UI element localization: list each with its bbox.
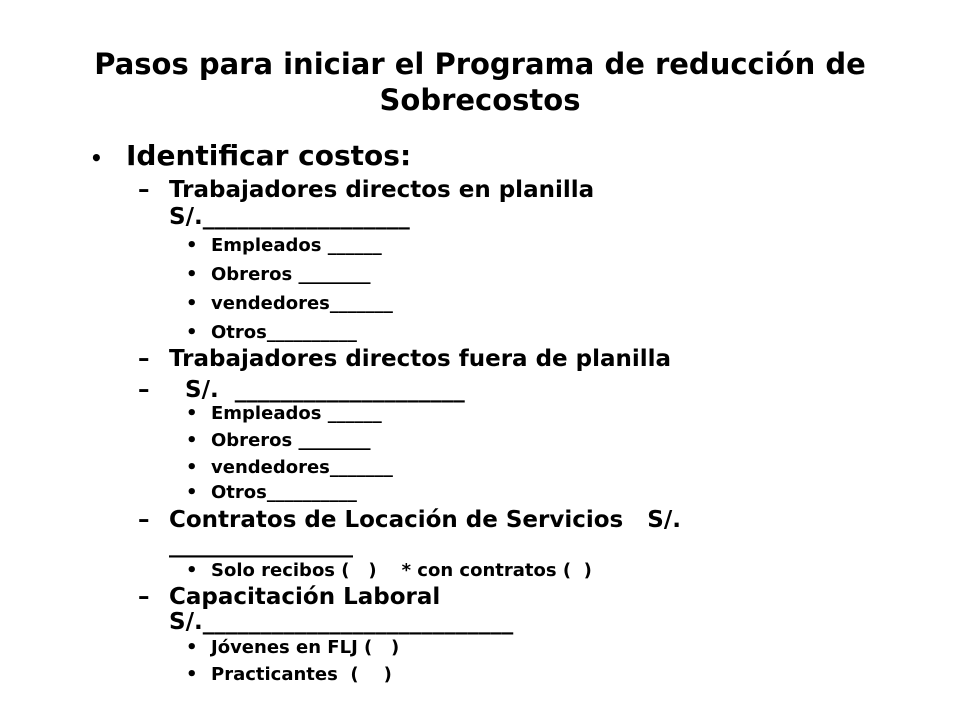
sub-item-text: Contratos de Locación de Servicios S/. [169, 507, 681, 533]
bullet-marker: • [186, 403, 198, 424]
amount-blank: S/.__________________ [169, 204, 410, 230]
bullet-marker: • [186, 560, 198, 581]
list-item-text: Obreros ________ [211, 264, 371, 285]
dash-marker: – [138, 177, 150, 203]
amount-blank: S/.___________________________ [169, 609, 514, 635]
bullet-marker: • [186, 664, 198, 685]
list-item-text: Otros__________ [211, 322, 357, 343]
bullet-marker: • [186, 482, 198, 503]
bullet-marker: • [186, 264, 198, 285]
list-item-text: Empleados ______ [211, 403, 382, 424]
bullet-marker: • [90, 146, 103, 170]
dash-marker: – [138, 584, 150, 610]
amount-blank: ________________ [169, 532, 353, 558]
dash-marker: – [138, 377, 150, 403]
bullet-text: Identificar costos: [126, 139, 412, 172]
list-item-text: Obreros ________ [211, 430, 371, 451]
dash-marker: – [138, 346, 150, 372]
list-item-text: vendedores_______ [211, 293, 393, 314]
bullet-marker: • [186, 293, 198, 314]
list-item-text: Otros__________ [211, 482, 357, 503]
sub-item-text: Capacitación Laboral [169, 584, 441, 610]
bullet-marker: • [186, 235, 198, 256]
bullet-marker: • [186, 322, 198, 343]
sub-item-text: Trabajadores directos en planilla [169, 177, 595, 203]
bullet-marker: • [186, 637, 198, 658]
list-item-text: vendedores_______ [211, 457, 393, 478]
sub-item-text: Trabajadores directos fuera de planilla [169, 346, 672, 372]
list-item-text: Solo recibos ( ) * con contratos ( ) [211, 560, 592, 581]
dash-marker: – [138, 507, 150, 533]
amount-blank: S/. ____________________ [169, 377, 465, 403]
slide-title: Pasos para iniciar el Programa de reducción de Sobrecostos [94, 47, 866, 117]
bullet-marker: • [186, 430, 198, 451]
list-item-text: Practicantes ( ) [211, 664, 392, 685]
list-item-text: Empleados ______ [211, 235, 382, 256]
list-item-text: Jóvenes en FLJ ( ) [211, 637, 400, 658]
bullet-marker: • [186, 457, 198, 478]
